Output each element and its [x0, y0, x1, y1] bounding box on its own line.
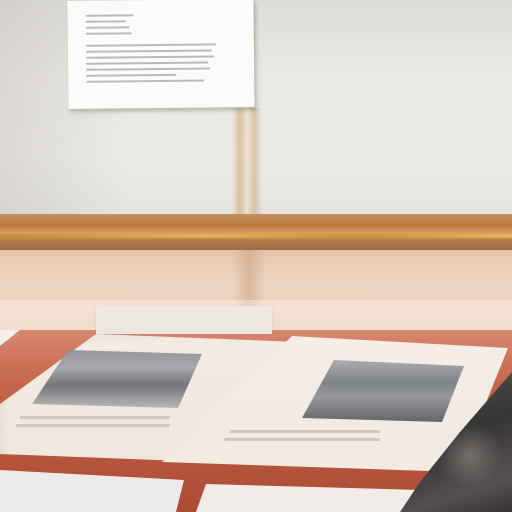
- notice-text-line: [86, 74, 176, 77]
- notice-text-line: [86, 49, 212, 52]
- display-case-top-rail: [0, 214, 512, 250]
- notice-text-line: [86, 67, 210, 70]
- glass-glare: [0, 300, 512, 512]
- notice-text-line: [86, 55, 214, 58]
- display-case-gold-trim: [0, 234, 512, 238]
- notice-text-line: [86, 14, 134, 17]
- notice-text-line: [86, 43, 216, 46]
- notice-text-line: [86, 80, 204, 83]
- notice-text-line: [86, 62, 208, 65]
- notice-text-line: [86, 20, 126, 22]
- notice-text-line: [86, 32, 132, 34]
- wall-reflection-stripe: [232, 108, 262, 222]
- wall-notice-sheet: [67, 0, 254, 109]
- notice-text-line: [86, 26, 130, 28]
